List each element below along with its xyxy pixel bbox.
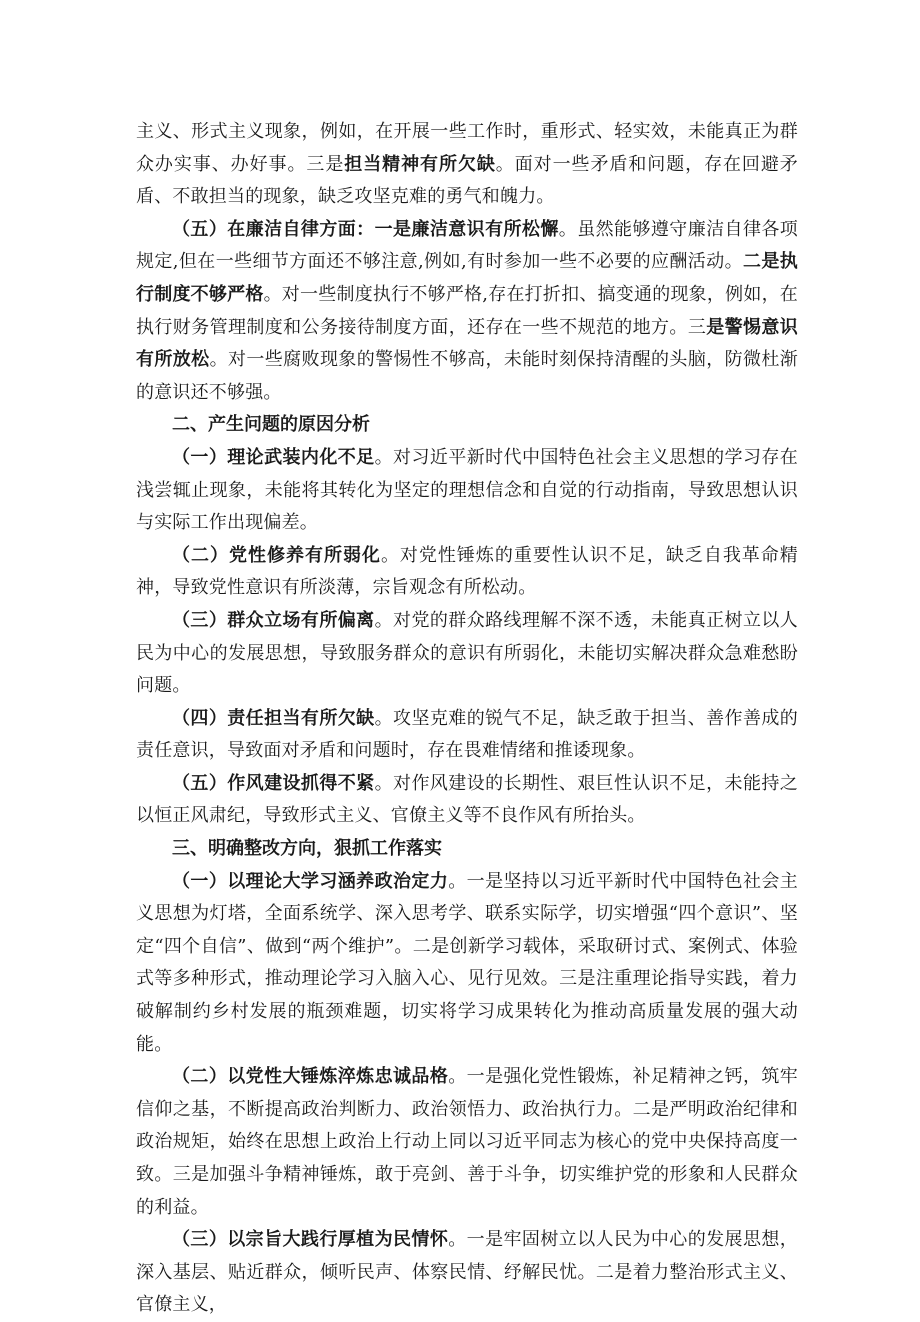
text-run: 主义、形式主义现象，例如，在开展一些工作时，重形式、轻实效，未能真正为群众办实事、办好事。三是 [136,121,798,175]
bold-run: （一）理论武装内化不足 [172,446,375,468]
text-run: 。一是牢固树立以人民为中心的发展思想，深入基层、贴近群众，倾听民声、体察民情、纾解民忧。二是着力整治形式主义、官僚主义， [136,1229,798,1316]
paragraph-measure-3 [136,1224,798,1322]
text-run: 。对党性锤炼的重要性认识不足，缺乏自我革命精神，导致党性意识有所淡薄，宗旨观念有所松动。 [136,544,798,599]
text-run: 。对一些腐败现象的警惕性不够高，未能时刻保持清醒的头脑，防微杜渐的意识还不够强。 [136,349,798,403]
paragraph-measure-2 [136,1061,798,1224]
bold-run: （三）群众立场有所偏离 [172,609,375,631]
text-run: 。对习近平新时代中国特色社会主义思想的学习存在浅尝辄止现象，未能将其转化为坚定的理想信念和自觉的行动指南，导致思想认识与实际工作出现偏差。 [136,446,798,534]
text-run: 。对作风建设的长期性、艰巨性认识不足，未能持之以恒正风肃纪，导致形式主义、官僚主义等不良作风有所抬头。 [136,772,798,827]
bold-run: （五）在廉洁自律方面：一是廉洁意识有所松懈 [172,218,559,240]
text-run: 。对一些制度执行不够严格,存在打折扣、搞变通的现象，例如，在执行财务管理制度和公务接待制度方面，还存在一些不规范的地方。三 [136,283,799,338]
section-heading-rectification: 三、明确整改方向，狠抓工作落实 [172,838,442,860]
text-run: 。一是坚持以习近平新时代中国特色社会主义思想为灯塔，全面系统学、深入思考学、联系实际学，切实增强“四个意识”、坚定“四个自信”、做到“两个维护”。二是创新学习载体，采取研讨式、案例式、体验式等多种形式，推动理论学习入脑入心、见行见效。三是注重理论指导实践，着力破解制约乡村发展的瓶颈难题，切实将学习成果转化为推动高质量发展的强大动能。 [136,870,798,1055]
section-heading-causes: 二、产生问题的原因分析 [172,414,370,436]
paragraph-continued [136,116,798,214]
text-run: 。虽然能够遵守廉洁自律各项规定,但在一些细节方面还不够注意,例如,有时参加一些不必要的应酬活动。 [136,218,798,273]
bold-run: （五）作风建设抓得不紧 [172,772,375,794]
bold-run: （二）以党性大锤炼淬炼忠诚品格 [172,1066,449,1088]
bold-run: 是警惕意识有所放松 [136,316,798,371]
paragraph-measure-1 [136,866,798,1062]
bold-run: 二是执行制度不够严格 [136,251,798,305]
paragraph-cause-4 [136,703,798,768]
paragraph-integrity [136,214,798,410]
text-run: 。攻坚克难的锐气不足，缺乏敢于担当、善作善成的责任意识，导致面对矛盾和问题时，存在畏难情绪和推诿现象。 [136,707,798,762]
bold-run: （一）以理论大学习涵养政治定力 [172,870,449,892]
bold-run: （四）责任担当有所欠缺 [172,707,375,729]
paragraph-cause-5 [136,768,798,833]
paragraph-cause-3 [136,605,798,703]
text-run: 。面对一些矛盾和问题，存在回避矛盾、不敢担当的现象，缺乏攻坚克难的勇气和魄力。 [136,153,799,208]
bold-run: （三）以宗旨大践行厚植为民情怀 [172,1229,449,1251]
paragraph-cause-2 [136,540,798,605]
bold-run: （二）党性修养有所弱化 [172,544,381,566]
text-run: 。一是强化党性锻炼，补足精神之钙，筑牢信仰之基，不断提高政治判断力、政治领悟力、政治执行力。二是严明政治纪律和政治规矩，始终在思想上政治上行动上同以习近平同志为核心的党中央保持高度一致。三是加强斗争精神锤炼，敢于亮剑、善于斗争，切实维护党的形象和人民群众的利益。 [136,1066,798,1218]
bold-run: 担当精神有所欠缺 [344,153,496,175]
paragraph-cause-1 [136,442,798,540]
text-run: 。对党的群众路线理解不深不透，未能真正树立以人民为中心的发展思想，导致服务群众的意识有所弱化，未能切实解决群众急难愁盼问题。 [136,609,798,697]
